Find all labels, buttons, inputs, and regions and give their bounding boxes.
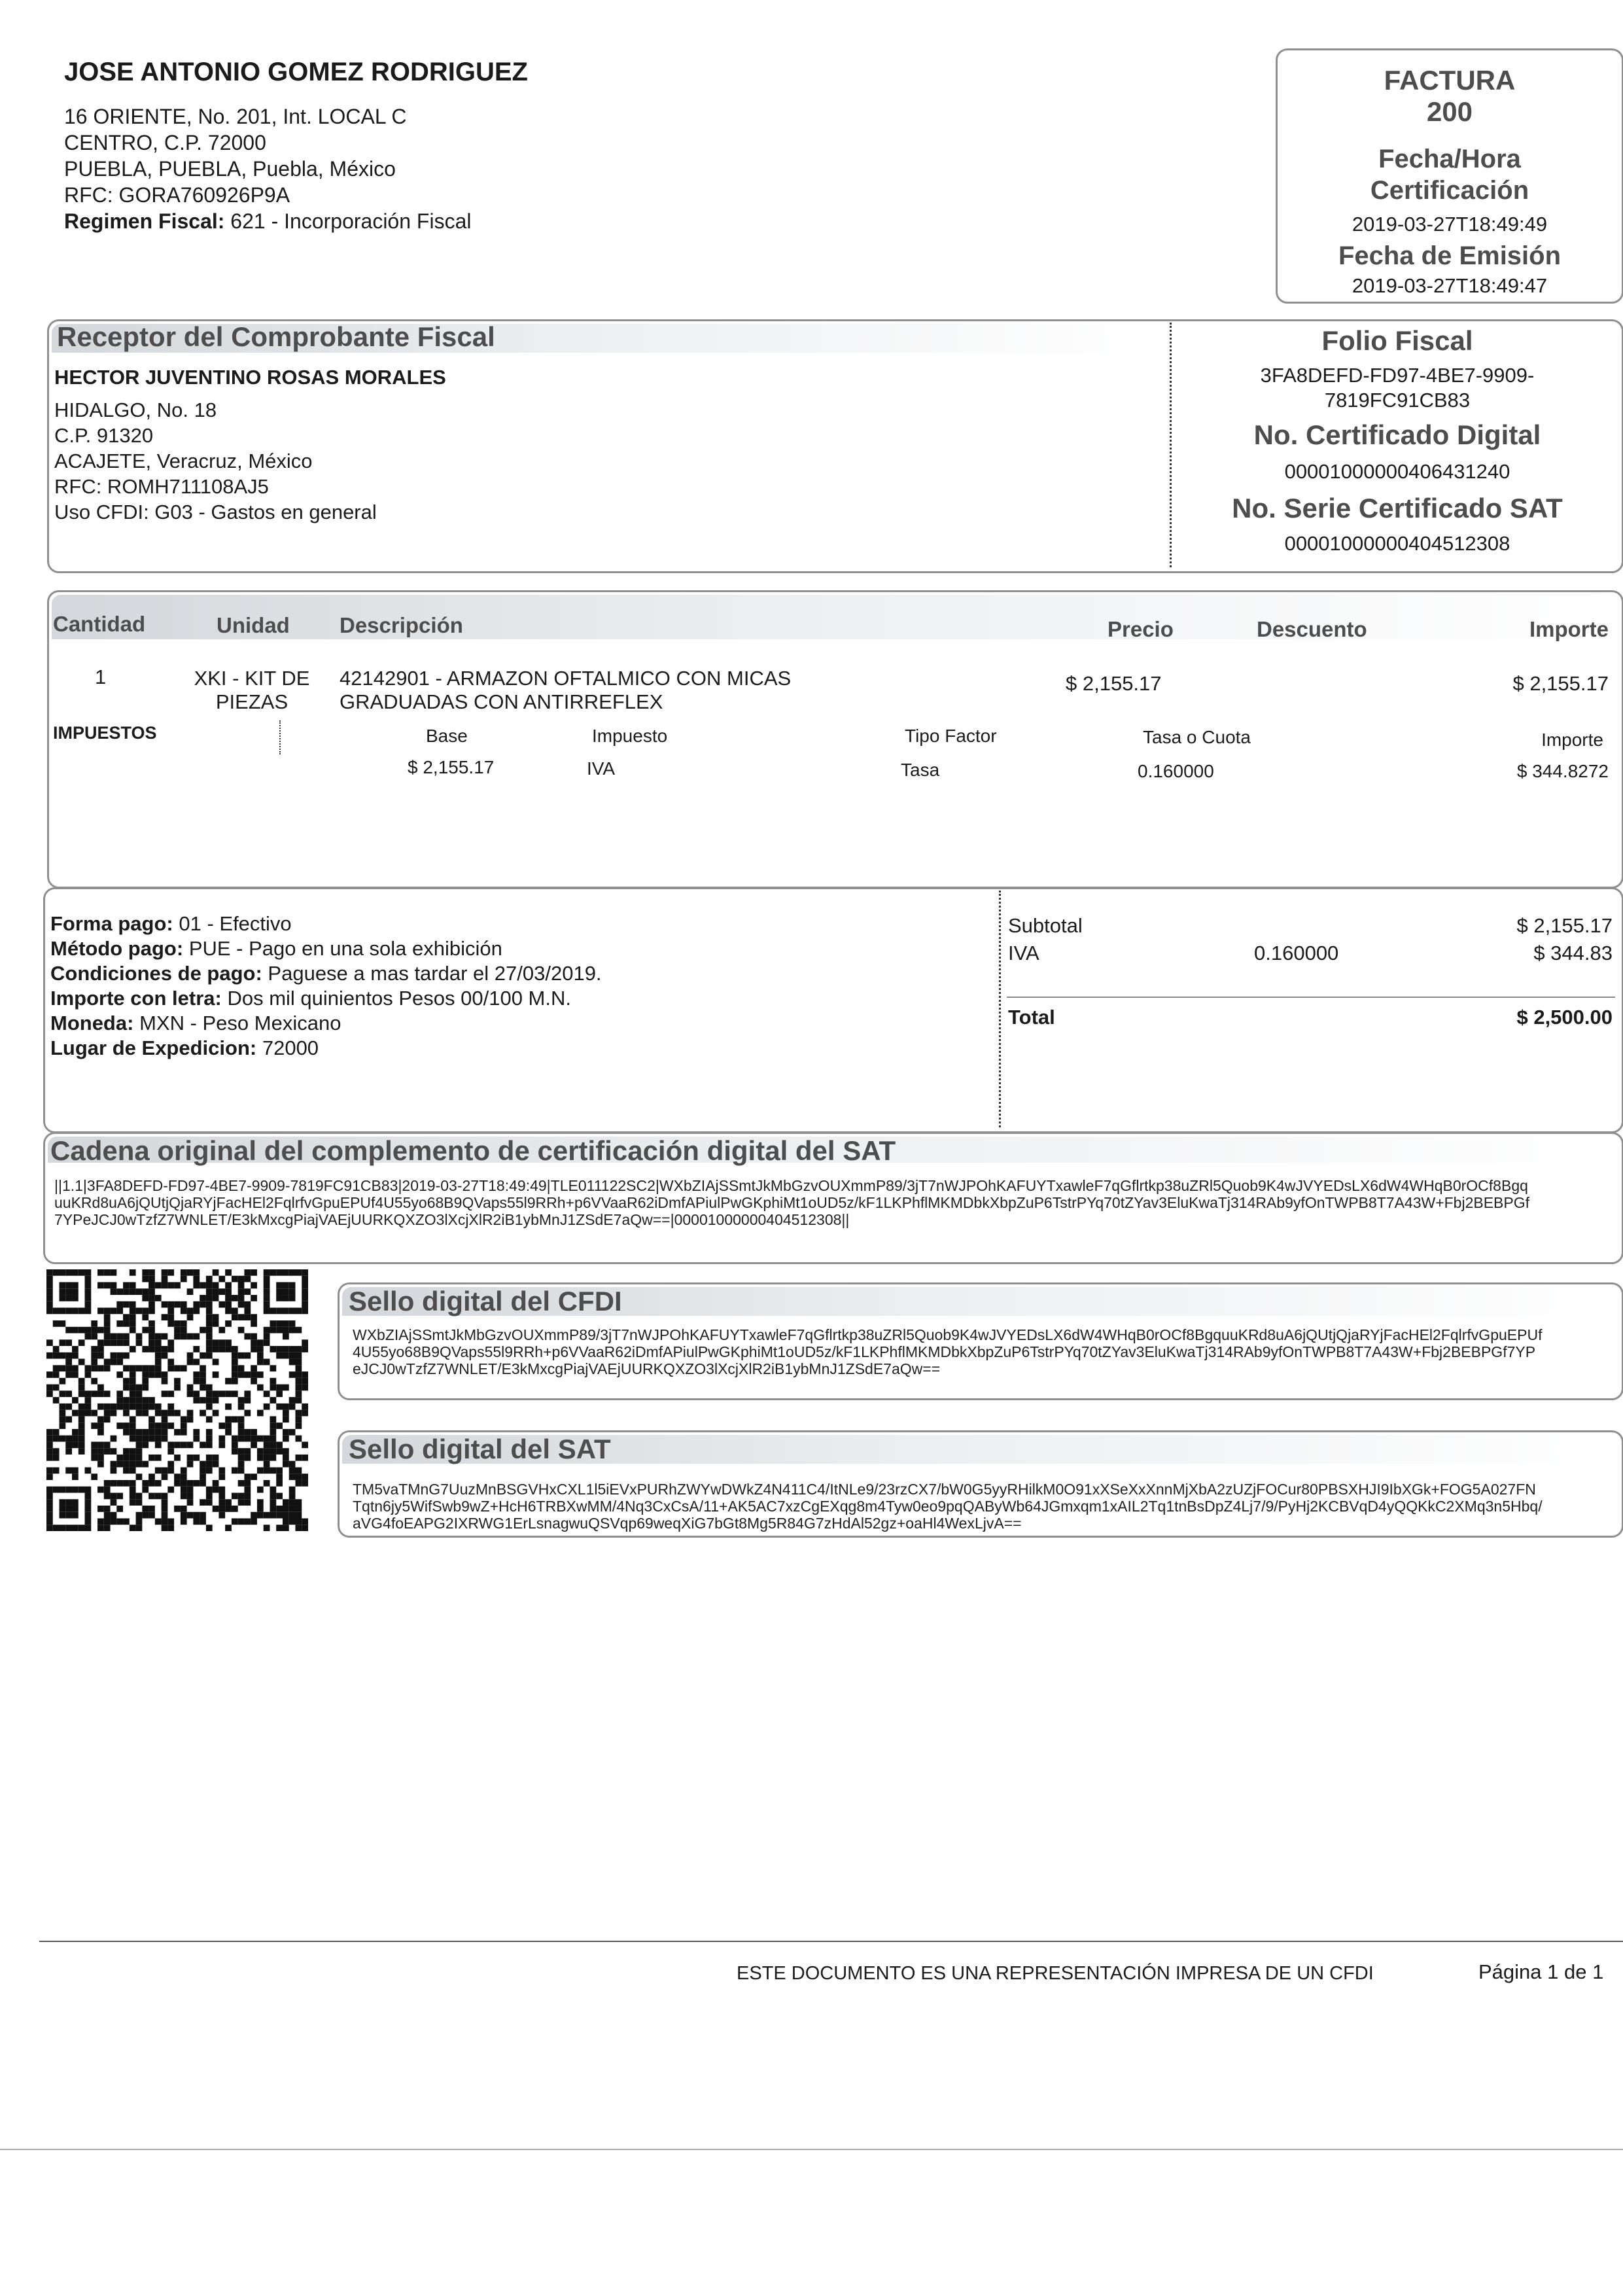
item-unidad xyxy=(173,667,330,714)
tax-h-tipo: Tipo Factor xyxy=(905,726,997,746)
sello-sat-text: TM5vaTMnG7UuzMnBSGVHxCXL1l5iEVxPURhZWYwDWkZ4N411C4/ItNLe9/23rzCX7/bW0G5yyRHilkM0O91xXSeXxXnnMjXbA2zUZjFOCur80PBSXHJI9IbXGk+FOG5A027FNTqtn6jy5WifSwb9wZ+HcH6TRBXwMM/4Nq3CxCsA/11+AK5AC7xzCgEXqg8m4Tyw0eo9pqQAByWb64JGmxqm1xAIL2Tq1tnBsDpZ4Lj7/9/PyHj2KCBVqD4yQQKkC2XMq3n5Hbq/aVG4foEAPG2IXRWG1ErLsnagwuQSVqp69weqXiG7bGt8Mg5R84G7zHdAl52gz+oaHl4WexLjvA== xyxy=(353,1481,1543,1532)
item-importe: $ 2,155.17 xyxy=(1512,672,1609,695)
invoice-title: FACTURA xyxy=(1384,65,1516,96)
tax-tipo: Tasa xyxy=(901,760,940,780)
col-descuento: Descuento xyxy=(1257,617,1367,641)
col-cantidad: Cantidad xyxy=(53,612,146,636)
moneda-value: MXN - Peso Mexicano xyxy=(139,1012,341,1034)
regimen-label: Regimen Fiscal: xyxy=(64,209,225,233)
col-descripcion: Descripción xyxy=(340,613,463,637)
tax-impuesto: IVA xyxy=(587,758,616,779)
cert-digital-value: 00001000000406431240 xyxy=(1284,460,1510,483)
invoice-box xyxy=(1276,48,1623,304)
impuestos-label: IMPUESTOS xyxy=(53,723,157,743)
folio-line: 7819FC91CB83 xyxy=(1324,389,1471,412)
receptor-box xyxy=(47,319,1623,573)
col-importe: Importe xyxy=(1529,617,1609,641)
sello-cfdi-box xyxy=(338,1282,1623,1400)
iva-label: IVA xyxy=(1008,942,1039,964)
issuer-address-line: 16 ORIENTE, No. 201, Int. LOCAL C xyxy=(64,105,407,128)
tax-h-importe: Importe xyxy=(1541,730,1603,750)
subtotal-value: $ 2,155.17 xyxy=(1516,914,1613,937)
item-descripcion xyxy=(340,667,791,714)
importe-letra-label: Importe con letra: xyxy=(50,987,222,1010)
item-desc-line: GRADUADAS CON ANTIRREFLEX xyxy=(340,690,663,713)
qr-code xyxy=(44,1269,310,1531)
footer-statement: ESTE DOCUMENTO ES UNA REPRESENTACIÓN IMPRESA DE UN CFDI xyxy=(737,1963,1374,1984)
issuer-address xyxy=(64,103,471,234)
issuer-rfc: RFC: GORA760926P9A xyxy=(64,183,290,207)
item-desc-line: 42142901 - ARMAZON OFTALMICO CON MICAS xyxy=(340,667,792,690)
receptor-uso-cfdi: Uso CFDI: G03 - Gastos en general xyxy=(54,501,377,523)
item-cantidad: 1 xyxy=(95,665,107,688)
receptor-heading: Receptor del Comprobante Fiscal xyxy=(57,321,495,352)
issuer-regimen xyxy=(64,208,471,234)
tax-importe: $ 344.8272 xyxy=(1516,761,1609,781)
folio-line: 3FA8DEFD-FD97-4BE7-9909- xyxy=(1260,364,1535,387)
metodo-pago-value: PUE - Pago en una sola exhibición xyxy=(188,937,502,960)
tax-h-impuesto: Impuesto xyxy=(592,726,668,746)
condiciones-value: Paguese a mas tardar el 27/03/2019. xyxy=(268,962,602,985)
receptor-name: HECTOR JUVENTINO ROSAS MORALES xyxy=(54,366,446,389)
sello-cfdi-text: WXbZIAjSSmtJkMbGzvOUXmmP89/3jT7nWJPOhKAFUYTxawleF7qGflrtkp38uZRl5Quob9K4wJVYEDsLX6dW4WHqB0rOCf8BgquuKRd8uA6jQUtjQjaRYjFacHEl2FqlrfvGpuEPUf4U55yo68B9QVaps55l9RRh+p6VVaaR62iDmfAPiulPwGKphiMt1oUD5z/kF1LKPhflMKMDbkXbpZuP6TstrPYq70tZYav3EluKwaTj314RAb9yfOnTWPB8T7A43W+Fbj2BEBPGf7YPeJCJ0wTzfZ7WNLET/E3kMxcgPiajVAEjUURKQXZO3lXcjXlR2iB1ybMnJ1ZSdE7aQw== xyxy=(353,1326,1543,1377)
receptor-address xyxy=(54,397,377,525)
receptor-address-line: HIDALGO, No. 18 xyxy=(54,398,217,421)
sello-sat-heading: Sello digital del SAT xyxy=(349,1434,611,1464)
fiscal-panel xyxy=(1173,321,1622,556)
item-unidad-line: PIEZAS xyxy=(215,690,288,713)
metodo-pago xyxy=(50,936,602,961)
footer-rule xyxy=(39,1941,1623,1942)
issuer-address-line: PUEBLA, PUEBLA, Puebla, México xyxy=(64,157,396,181)
payment-box xyxy=(43,887,1623,1133)
forma-pago xyxy=(50,911,602,936)
tax-h-base: Base xyxy=(426,726,468,746)
lugar-value: 72000 xyxy=(262,1036,319,1059)
cert-datetime: 2019-03-27T18:49:49 xyxy=(1352,213,1548,236)
tax-h-tasa: Tasa o Cuota xyxy=(1143,727,1251,747)
importe-letra-value: Dos mil quinientos Pesos 00/100 M.N. xyxy=(227,987,571,1010)
items-box xyxy=(47,590,1623,889)
moneda-label: Moneda: xyxy=(50,1012,134,1034)
payment-details xyxy=(50,911,602,1061)
receptor-address-line: ACAJETE, Veracruz, México xyxy=(54,450,313,472)
qr-code-graphic xyxy=(44,1269,310,1531)
emision-datetime: 2019-03-27T18:49:47 xyxy=(1352,274,1548,297)
cert-label xyxy=(1278,143,1622,206)
page-number: Página 1 de 1 xyxy=(1478,1960,1604,1983)
invoice-number: 200 xyxy=(1426,96,1473,127)
subtotal-label: Subtotal xyxy=(1008,914,1083,937)
regimen-value: 621 - Incorporación Fiscal xyxy=(230,209,472,233)
sello-sat-box xyxy=(338,1430,1623,1538)
item-precio: $ 2,155.17 xyxy=(1066,672,1162,695)
forma-pago-value: 01 - Efectivo xyxy=(179,912,292,935)
cert-label-line: Certificación xyxy=(1370,176,1529,205)
lugar-label: Lugar de Expedicion: xyxy=(50,1036,257,1059)
condiciones-label: Condiciones de pago: xyxy=(50,962,262,985)
cert-digital-label: No. Certificado Digital xyxy=(1253,419,1541,450)
importe-letra xyxy=(50,986,602,1011)
tax-base: $ 2,155.17 xyxy=(408,757,495,777)
issuer-address-line: CENTRO, C.P. 72000 xyxy=(64,131,266,154)
total-label: Total xyxy=(1008,1006,1055,1029)
forma-pago-label: Forma pago: xyxy=(50,912,173,935)
item-unidad-line: XKI - KIT DE xyxy=(194,667,310,690)
emision-label: Fecha de Emisión xyxy=(1338,241,1562,270)
condiciones-pago xyxy=(50,961,602,986)
receptor-rfc: RFC: ROMH711108AJ5 xyxy=(54,475,269,498)
total-value: $ 2,500.00 xyxy=(1516,1006,1613,1029)
col-unidad: Unidad xyxy=(217,613,290,637)
cert-label-line: Fecha/Hora xyxy=(1378,145,1521,173)
receptor-address-line: C.P. 91320 xyxy=(54,424,154,447)
cadena-box xyxy=(43,1132,1623,1264)
issuer-name: JOSE ANTONIO GOMEZ RODRIGUEZ xyxy=(64,58,528,86)
iva-value: $ 344.83 xyxy=(1533,942,1613,964)
moneda xyxy=(50,1011,602,1036)
cadena-text: ||1.1|3FA8DEFD-FD97-4BE7-9909-7819FC91CB83|2019-03-27T18:49:49|TLE011122SC2|WXbZIAjSSmtJkMbGzvOUXmmP89/3jT7nWJPOhKAFUYTxawleF7qGflrtkp38uZRl5Quob9K4wJVYEDsLX6dW4WHqB0rOCf8BgquuKRd8uA6jQUtjQjaRYjFacHEl2FqlrfvGpuEPUf4U55yo68B9QVaps55l9RRh+p6VVaaR62iDmfAPiulPwGKphiMt1oUD5z/kF1LKPhflMKMDbkXbpZuP6TstrPYq70tZYav3EluKwaTj314RAb9yfOnTWPB8T7A43W+Fbj2BEBPGf7YPeJCJ0wTzfZ7WNLET/E3kMxcgPiajVAEjUURKQXZO3lXcjXlR2iB1ybMnJ1ZSdE7aQw==|00001000000404512308|| xyxy=(54,1177,1530,1228)
metodo-pago-label: Método pago: xyxy=(50,937,184,960)
folio-label: Folio Fiscal xyxy=(1321,325,1473,356)
serie-sat-label: No. Serie Certificado SAT xyxy=(1232,493,1563,523)
lugar-expedicion xyxy=(50,1036,602,1061)
col-precio: Precio xyxy=(1108,617,1174,641)
tax-tasa: 0.160000 xyxy=(1138,761,1214,781)
cadena-heading: Cadena original del complemento de certificación digital del SAT xyxy=(50,1135,896,1166)
serie-sat-value: 00001000000404512308 xyxy=(1284,532,1510,555)
folio-value xyxy=(1173,363,1622,413)
iva-rate: 0.160000 xyxy=(1254,942,1339,964)
sello-cfdi-heading: Sello digital del CFDI xyxy=(349,1286,622,1316)
